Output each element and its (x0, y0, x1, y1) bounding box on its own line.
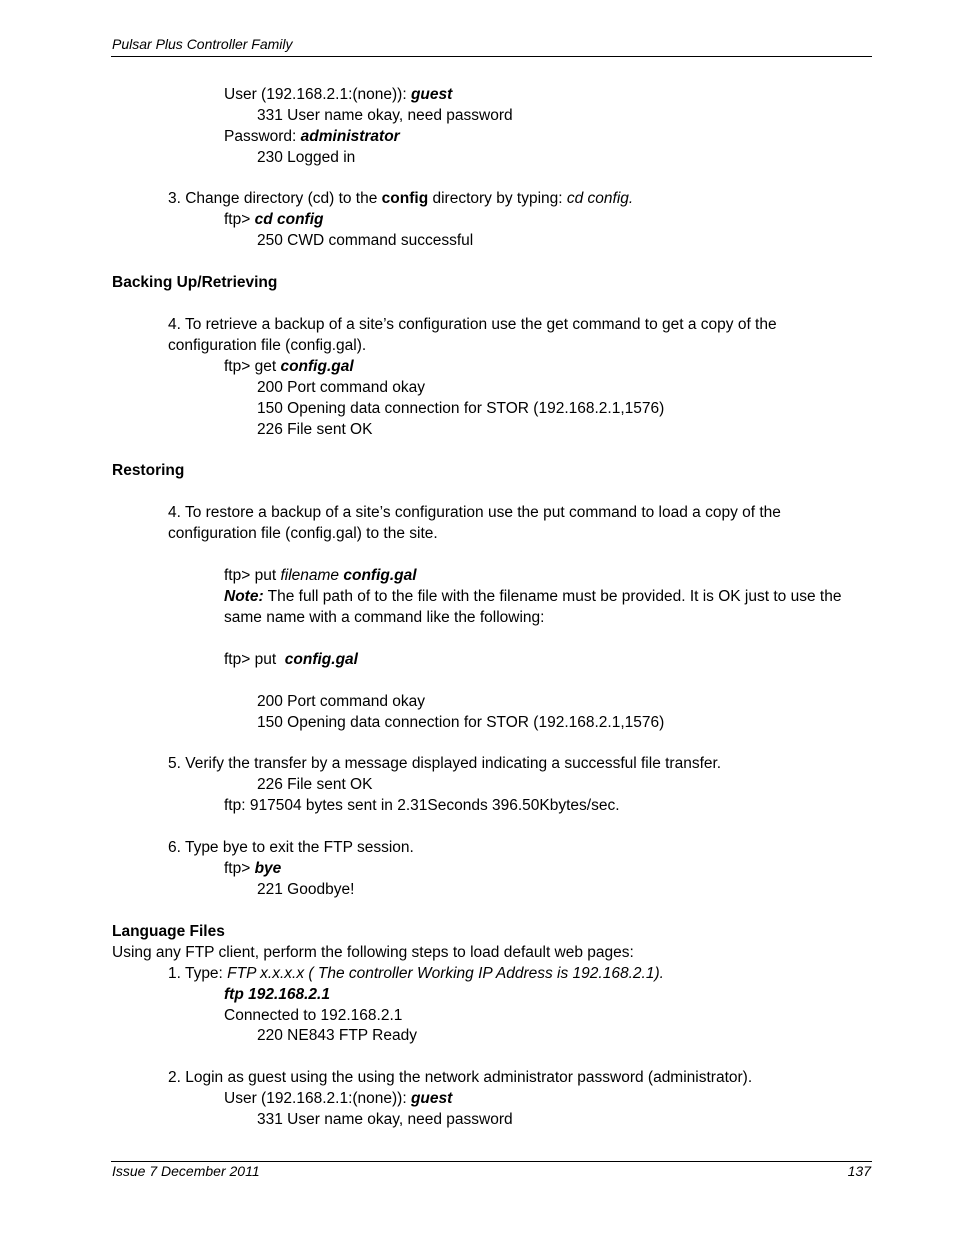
text-span: 1. Type: (168, 965, 228, 982)
note-label: Note: (224, 588, 264, 605)
text-span: config.gal (343, 567, 417, 584)
doc-line (224, 858, 281, 879)
doc-line (168, 188, 633, 209)
doc-line: 4. To restore a backup of a site’s configuration use the put command to load a copy of the (168, 504, 781, 521)
doc-line: 4. To retrieve a backup of a site’s configuration use the get command to get a copy of the (168, 316, 777, 333)
text-span: ftp> put (224, 567, 281, 584)
text-span: cd config. (566, 190, 634, 207)
text-span: Password: (224, 128, 301, 145)
doc-line: ftp 192.168.2.1 (224, 986, 330, 1003)
page-number: 137 (847, 1163, 871, 1179)
text-span: config.gal (280, 358, 354, 375)
doc-line: 230 Logged in (257, 149, 356, 166)
doc-line: Connected to 192.168.2.1 (224, 1007, 403, 1024)
doc-line: 250 CWD command successful (257, 232, 474, 249)
doc-line (224, 565, 417, 586)
doc-line: Using any FTP client, perform the following steps to load default web pages: (112, 944, 634, 961)
text-span: The full path of to the file with the filename must be provided. It is OK just to use the (263, 588, 842, 605)
doc-line: 331 User name okay, need password (257, 1111, 513, 1128)
doc-line: 331 User name okay, need password (257, 107, 513, 124)
text-span: ftp> (224, 860, 255, 877)
footer-rule (111, 1161, 872, 1162)
doc-line: 226 File sent OK (257, 776, 373, 793)
text-span: User (192.168.2.1:(none)): (224, 86, 411, 103)
doc-line (224, 356, 354, 377)
text-span: administrator (300, 128, 400, 145)
text-span: guest (410, 1090, 453, 1107)
doc-line (224, 1088, 452, 1109)
doc-line: 220 NE843 FTP Ready (257, 1027, 417, 1044)
doc-line: 226 File sent OK (257, 421, 373, 438)
text-span: guest (410, 86, 453, 103)
text-span: config (381, 190, 429, 207)
text-span: bye (254, 860, 282, 877)
doc-line (224, 586, 841, 607)
section-heading: Backing Up/Retrieving (112, 274, 278, 291)
doc-line: same name with a command like the following: (224, 609, 545, 626)
text-span: config.gal (284, 651, 358, 668)
doc-line (168, 963, 664, 984)
footer-issue: Issue 7 December 2011 (112, 1163, 260, 1179)
section-heading: Restoring (112, 462, 185, 479)
text-span: ftp> put (224, 651, 285, 668)
doc-line: 221 Goodbye! (257, 881, 355, 898)
doc-line: ftp: 917504 bytes sent in 2.31Seconds 396.50Kbytes/sec. (224, 797, 620, 814)
doc-line (224, 84, 452, 105)
doc-line: configuration file (config.gal) to the site. (168, 525, 438, 542)
text-span: cd config (254, 211, 324, 228)
doc-line: 200 Port command okay (257, 693, 426, 710)
text-span: 3. Change directory (cd) to the (168, 190, 382, 207)
doc-line: configuration file (config.gal). (168, 337, 367, 354)
header-rule (111, 56, 872, 57)
doc-line: 5. Verify the transfer by a message displayed indicating a successful file transfer. (168, 755, 722, 772)
text-span: ftp> (224, 211, 255, 228)
text-span: directory by typing: (428, 190, 567, 207)
doc-line: 150 Opening data connection for STOR (192.168.2.1,1576) (257, 714, 665, 731)
text-span: filename (280, 567, 340, 584)
doc-line (224, 126, 400, 147)
doc-line (224, 649, 358, 670)
text-span: ftp> get (224, 358, 281, 375)
doc-line: 6. Type bye to exit the FTP session. (168, 839, 414, 856)
text-span: FTP x.x.x.x ( The controller Working IP Address is 192.168.2.1). (227, 965, 664, 982)
section-heading: Language Files (112, 923, 225, 940)
doc-line (224, 209, 323, 230)
text-span: User (192.168.2.1:(none)): (224, 1090, 411, 1107)
doc-line: 150 Opening data connection for STOR (192.168.2.1,1576) (257, 400, 665, 417)
doc-line: 2. Login as guest using the using the network administrator password (administrator). (168, 1069, 753, 1086)
running-header: Pulsar Plus Controller Family (112, 36, 293, 52)
doc-line: 200 Port command okay (257, 379, 426, 396)
